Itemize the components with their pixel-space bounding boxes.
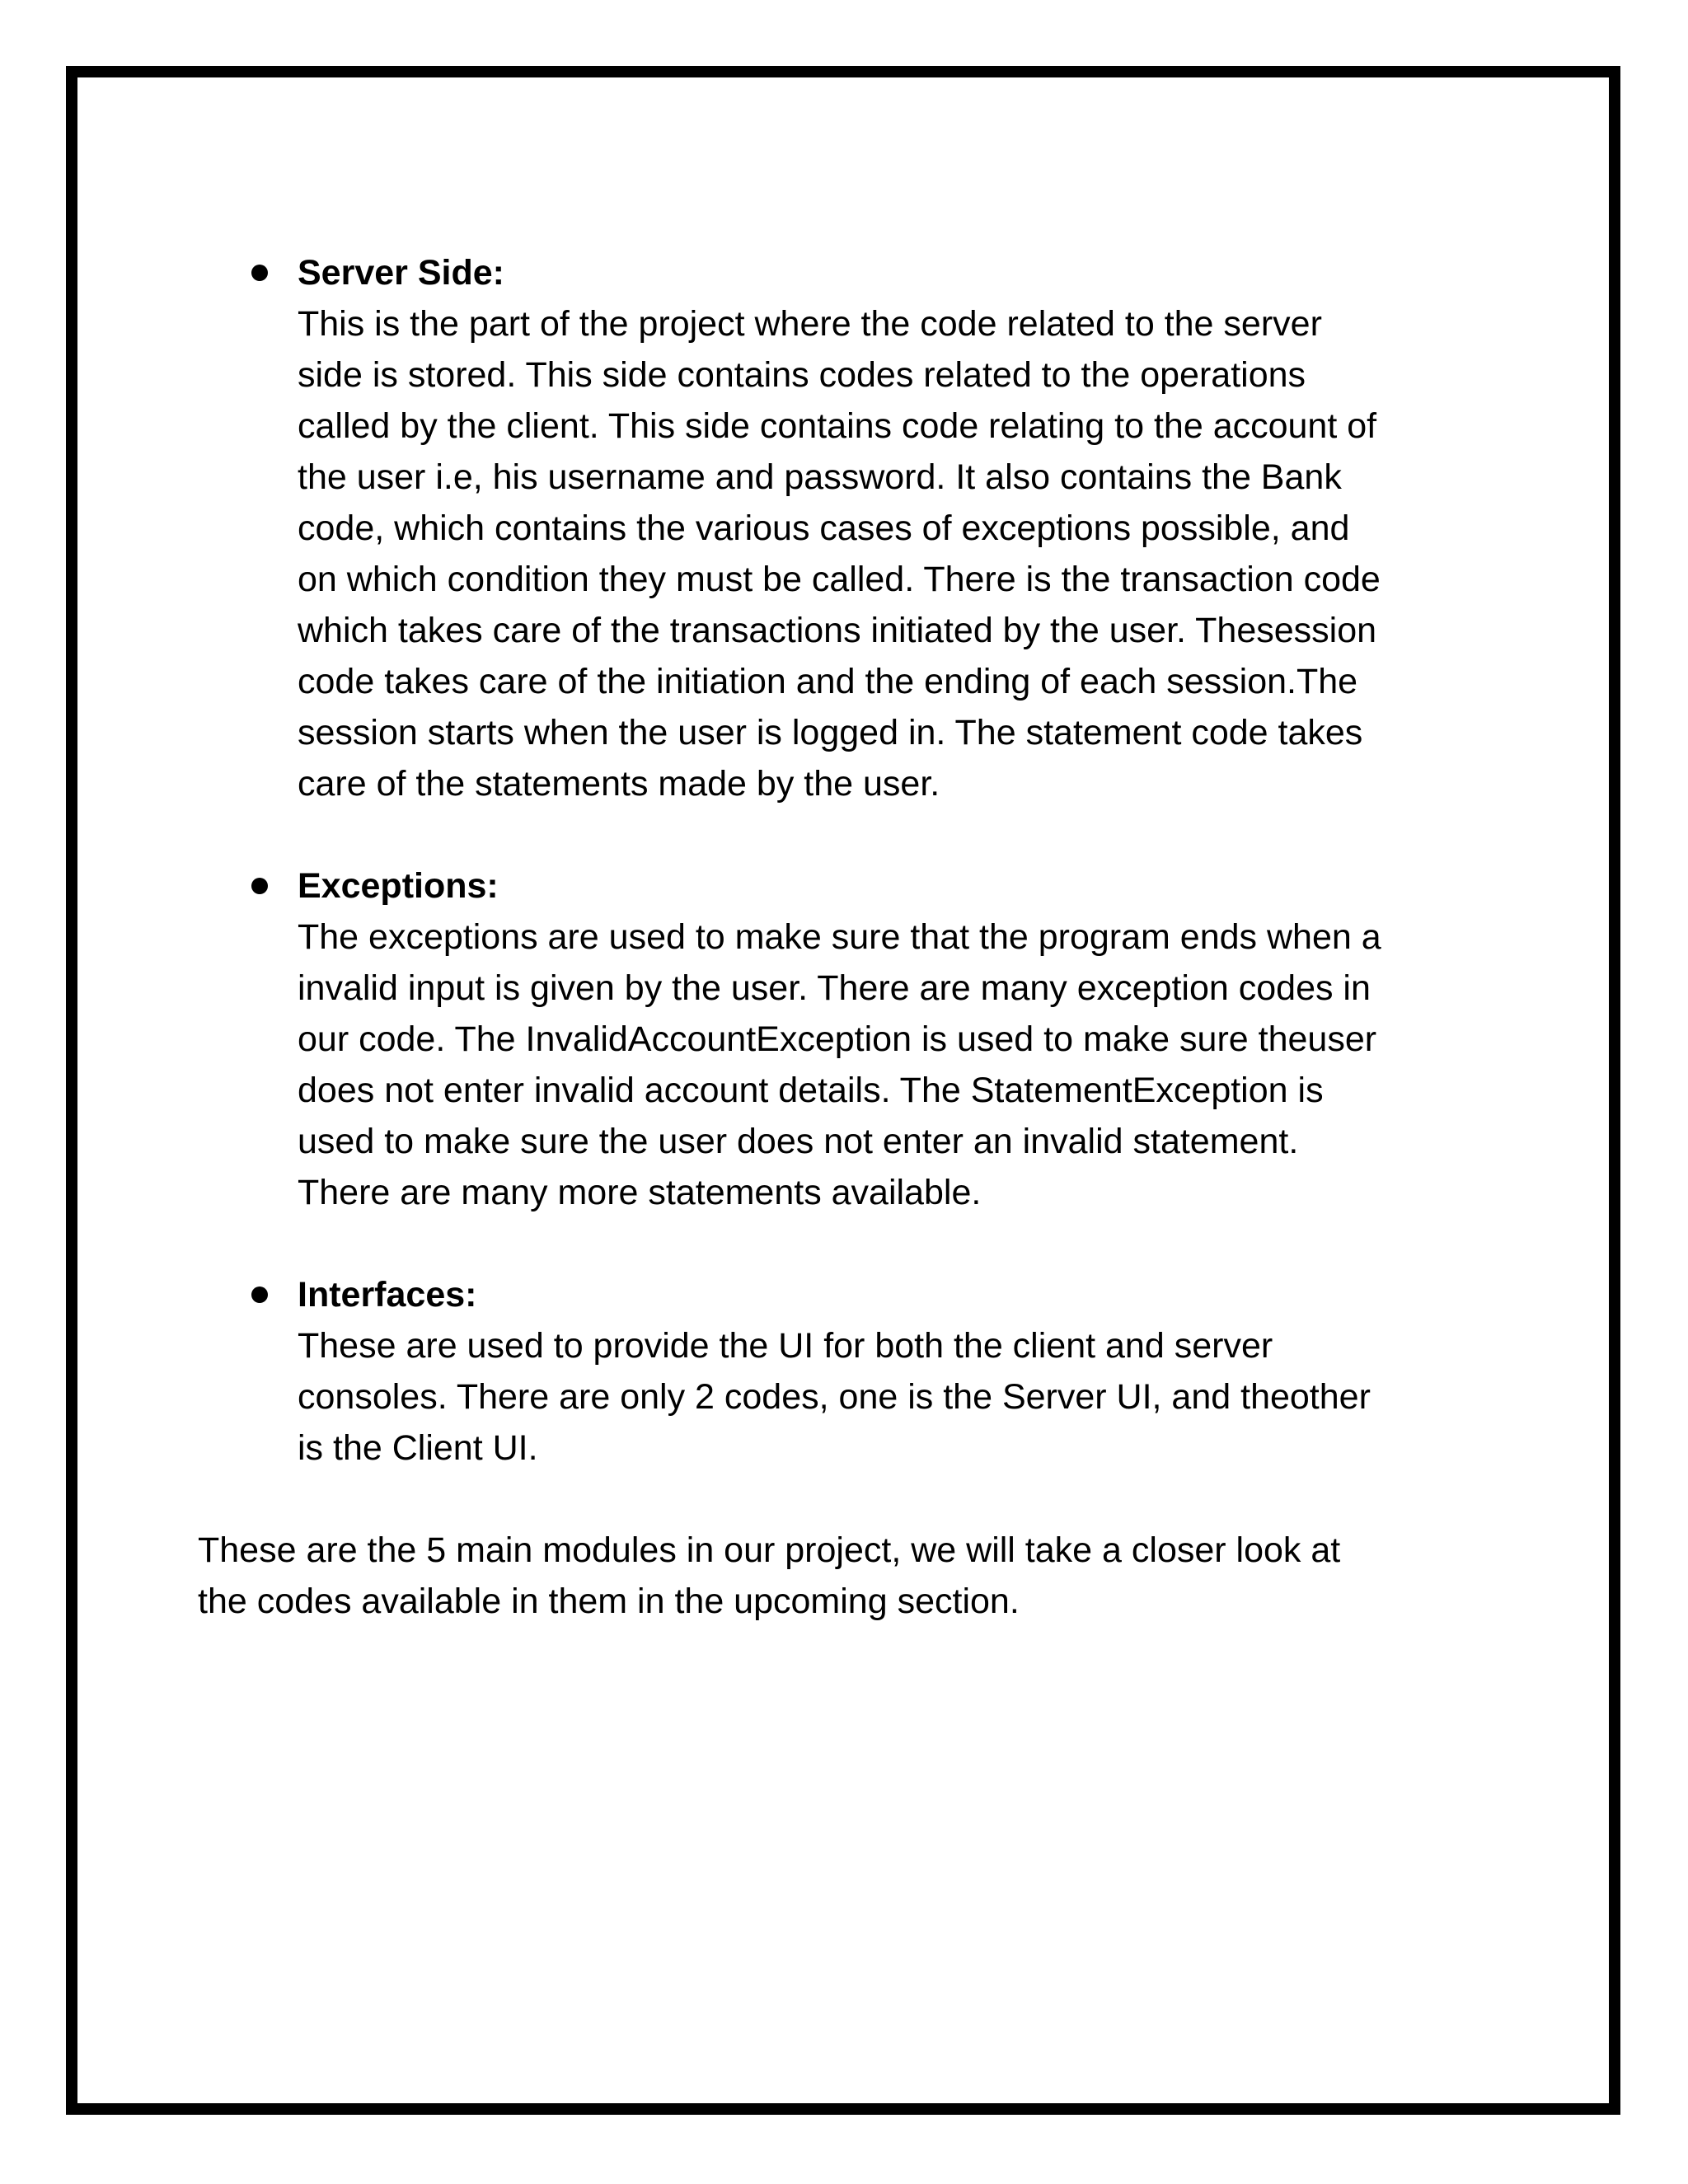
section-heading: Exceptions: [298,866,499,906]
closing-paragraph: These are the 5 main modules in our project, we will take a closer look at the codes available in them in the upcoming section. [198,1530,1341,1621]
list-item-exceptions [198,860,1517,1218]
module-list [198,247,1517,1474]
document-body [198,247,1517,1627]
bullet-icon [251,878,268,894]
list-item-server-side [198,247,1517,809]
bullet-icon [251,1286,268,1303]
list-item-interfaces [198,1269,1517,1474]
bullet-icon [251,265,268,281]
section-heading: Server Side: [298,253,504,293]
section-text: The exceptions are used to make sure that the program ends when a invalid input is given by the user. There are many exception codes in our code. The InvalidAccountException is used to make sure theuser does not enter invalid account details. The StatementException is used to make sure the user does not enter an invalid statement. There are many more statements available. [298,917,1381,1212]
section-heading: Interfaces: [298,1275,477,1315]
section-text: This is the part of the project where the code related to the server side is stored. This side contains codes related to the operations called by the client. This side contains code relating to the account of the user i.e, his username and password. It also contains the Bank code, which contains the various cases of exceptions possible, and on which condition they must be called. There is the transaction code which takes care of the transactions initiated by the user. Thesession code takes care of the initiation and the ending of each session.The session starts when the user is logged in. The statement code takes care of the statements made by the user. [298,304,1381,804]
section-text: These are used to provide the UI for both the client and server consoles. There are only 2 codes, one is the Server UI, and theother is the Client UI. [298,1326,1371,1468]
